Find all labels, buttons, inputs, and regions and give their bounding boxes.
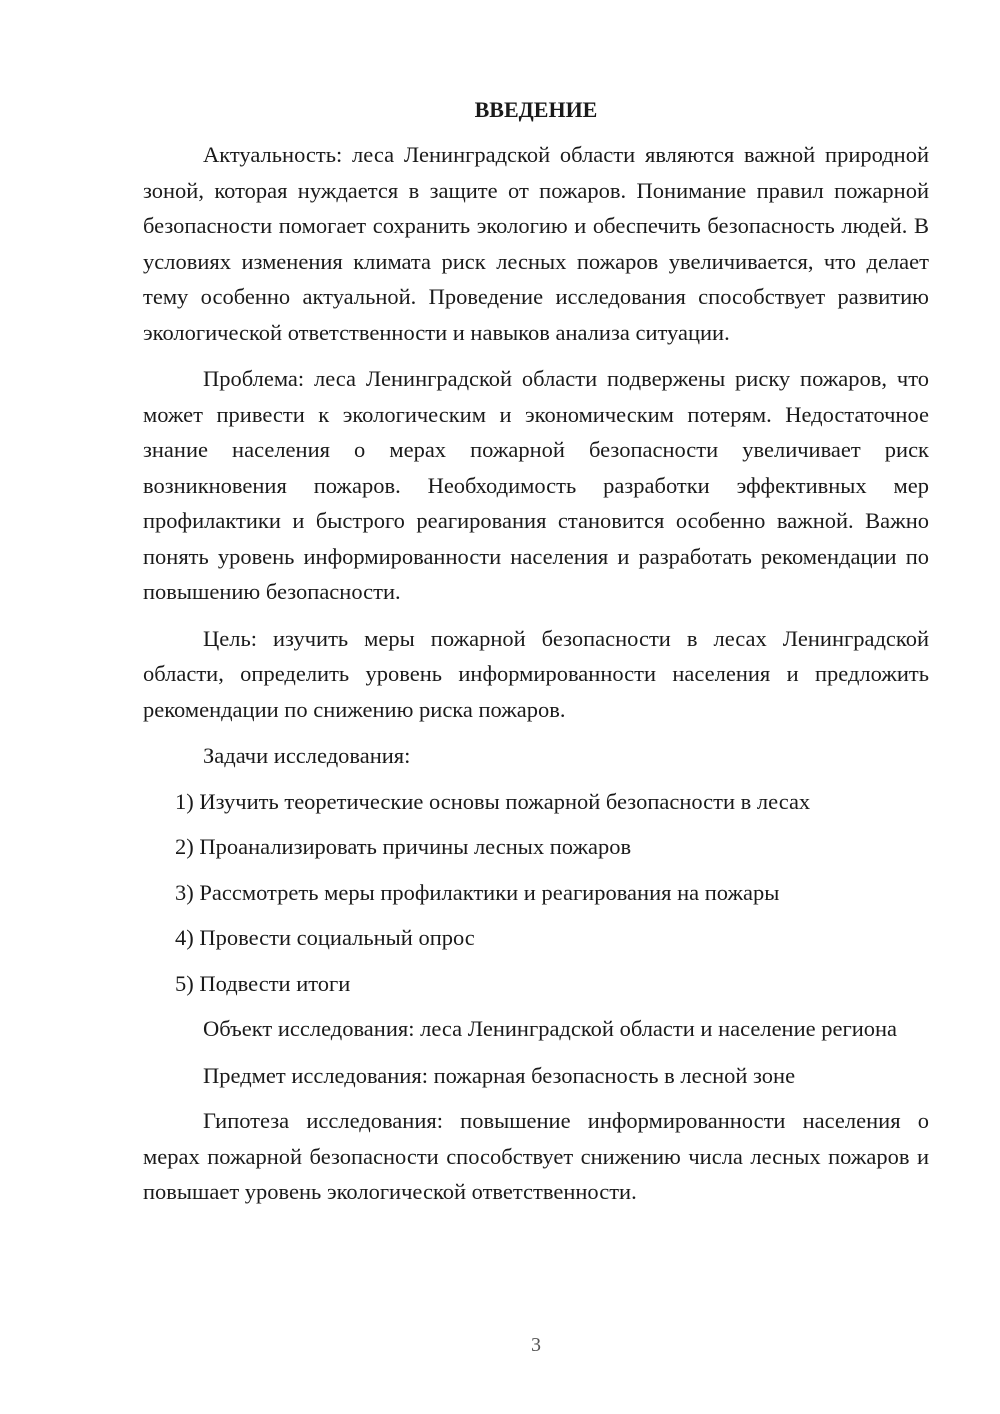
tasks-list bbox=[143, 784, 929, 1002]
subject-paragraph: Предмет исследования: пожарная безопасность в лесной зоне bbox=[203, 1062, 796, 1088]
list-item: 2) Проанализировать причины лесных пожаров bbox=[175, 834, 632, 859]
goal-paragraph: Цель: изучить меры пожарной безопасности в лесах Ленинградской области, определить уровень информированности населения и предложить рекомендации по снижению риска пожаров. bbox=[143, 625, 929, 722]
list-item: 5) Подвести итоги bbox=[175, 970, 351, 996]
object-paragraph: Объект исследования: леса Ленинградской области и население региона bbox=[203, 1016, 898, 1041]
page-number: 3 bbox=[531, 1334, 541, 1356]
list-item: 1) Изучить теоретические основы пожарной безопасности в лесах bbox=[175, 788, 811, 814]
list-item: 3) Рассмотреть меры профилактики и реагирования на пожары bbox=[175, 879, 780, 905]
document-page bbox=[143, 95, 929, 1221]
relevance-paragraph: Актуальность: леса Ленинградской области являются важной природной зоной, которая нуждается в защите от пожаров. Понимание правил пожарной безопасности помогает сохранить экологию и обеспечить безопасность людей. В условиях изменения климата риск лесных пожаров увеличивается, что делает тему особенно актуальной. Проведение исследования способствует развитию экологической ответственности и навыков анализа ситуации. bbox=[143, 142, 929, 345]
tasks-title: Задачи исследования: bbox=[203, 743, 411, 768]
problem-paragraph: Проблема: леса Ленинградской области подвержены риску пожаров, что может привести к экологическим и экономическим потерям. Недостаточное знание населения о мерах пожарной безопасности увеличивает риск возникновения пожаров. Необходимость разработки эффективных мер профилактики и быстрого реагирования становится особенно важной. Важно понять уровень информированности населения и разработать рекомендации по повышению безопасности. bbox=[143, 366, 929, 604]
list-item: 4) Провести социальный опрос bbox=[175, 925, 475, 950]
section-heading: ВВЕДЕНИЕ bbox=[474, 97, 598, 122]
hypothesis-paragraph: Гипотеза исследования: повышение информированности населения о мерах пожарной безопасности способствует снижению числа лесных пожаров и повышает уровень экологической ответственности. bbox=[143, 1108, 929, 1204]
